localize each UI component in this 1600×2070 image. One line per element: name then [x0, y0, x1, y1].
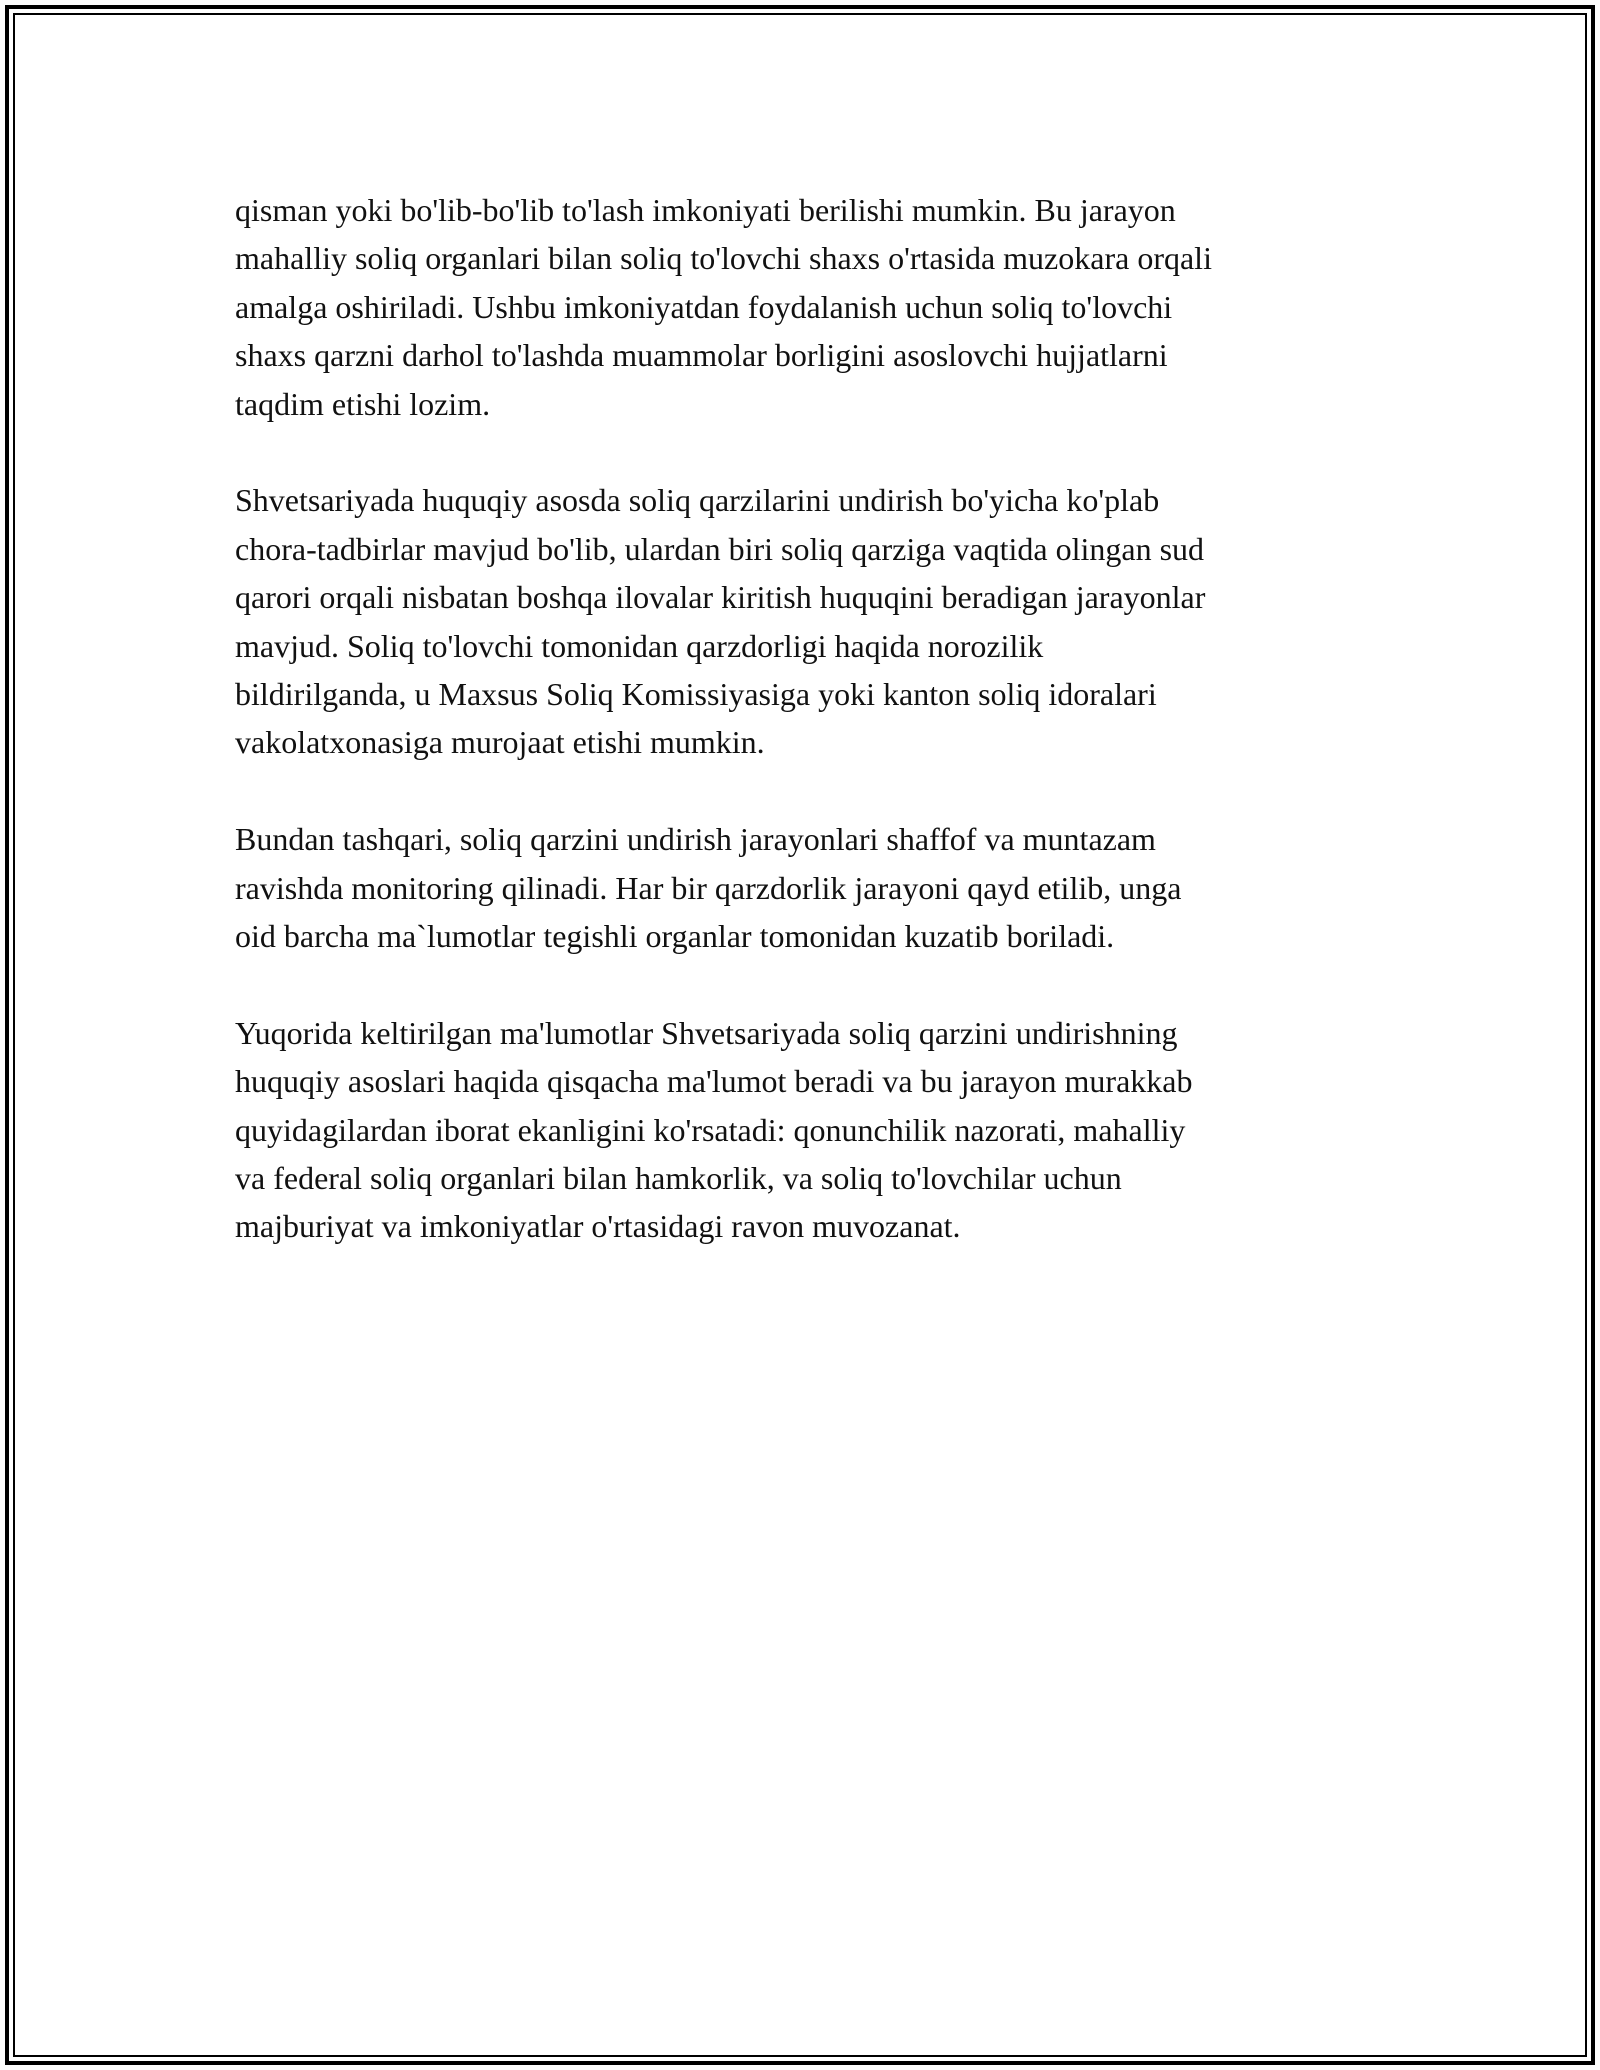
text-line: va federal soliq organlari bilan hamkorlik, va soliq to'lovchilar uchun: [235, 1160, 1122, 1197]
text-line: mavjud. Soliq to'lovchi tomonidan qarzdorligi haqida norozilik: [235, 627, 1044, 664]
text-line: Shvetsariyada huquqiy asosda soliq qarzilarini undirish bo'yicha ko'plab: [235, 482, 1160, 519]
text-line: qarori orqali nisbatan boshqa ilovalar kiritish huquqini beradigan jarayonlar: [235, 579, 1206, 616]
paragraph-2: [235, 476, 1365, 766]
text-line: amalga oshiriladi. Ushbu imkoniyatdan foydalanish uchun soliq to'lovchi: [235, 288, 1173, 325]
document-body: [235, 186, 1365, 1299]
text-line: majburiyat va imkoniyatlar o'rtasidagi ravon muvozanat.: [235, 1208, 961, 1245]
paragraph-1: [235, 186, 1365, 428]
text-line: vakolatxonasiga murojaat etishi mumkin.: [235, 724, 765, 761]
text-line: taqdim etishi lozim.: [235, 385, 491, 422]
text-line: oid barcha ma`lumotlar tegishli organlar tomonidan kuzatib boriladi.: [235, 918, 1115, 955]
paragraph-3: [235, 815, 1365, 960]
text-line: mahalliy soliq organlari bilan soliq to'lovchi shaxs o'rtasida muzokara orqali: [235, 240, 1212, 277]
text-line: qisman yoki bo'lib-bo'lib to'lash imkoniyati berilishi mumkin. Bu jarayon: [235, 192, 1176, 228]
text-line: Bundan tashqari, soliq qarzini undirish jarayonlari shaffof va muntazam: [235, 821, 1156, 858]
text-line: ravishda monitoring qilinadi. Har bir qarzdorlik jarayoni qayd etilib, unga: [235, 869, 1182, 906]
text-line: huquqiy asoslari haqida qisqacha ma'lumot beradi va bu jarayon murakkab: [235, 1063, 1193, 1100]
text-line: Yuqorida keltirilgan ma'lumotlar Shvetsariyada soliq qarzini undirishning: [235, 1014, 1178, 1051]
paragraph-4: [235, 1009, 1365, 1251]
text-line: shaxs qarzni darhol to'lashda muammolar borligini asoslovchi hujjatlarni: [235, 337, 1168, 374]
text-line: quyidagilardan iborat ekanligini ko'rsatadi: qonunchilik nazorati, mahalliy: [235, 1111, 1186, 1148]
text-line: bildirilganda, u Maxsus Soliq Komissiyasiga yoki kanton soliq idoralari: [235, 676, 1157, 713]
text-line: chora-tadbirlar mavjud bo'lib, ulardan biri soliq qarziga vaqtida olingan sud: [235, 530, 1205, 567]
